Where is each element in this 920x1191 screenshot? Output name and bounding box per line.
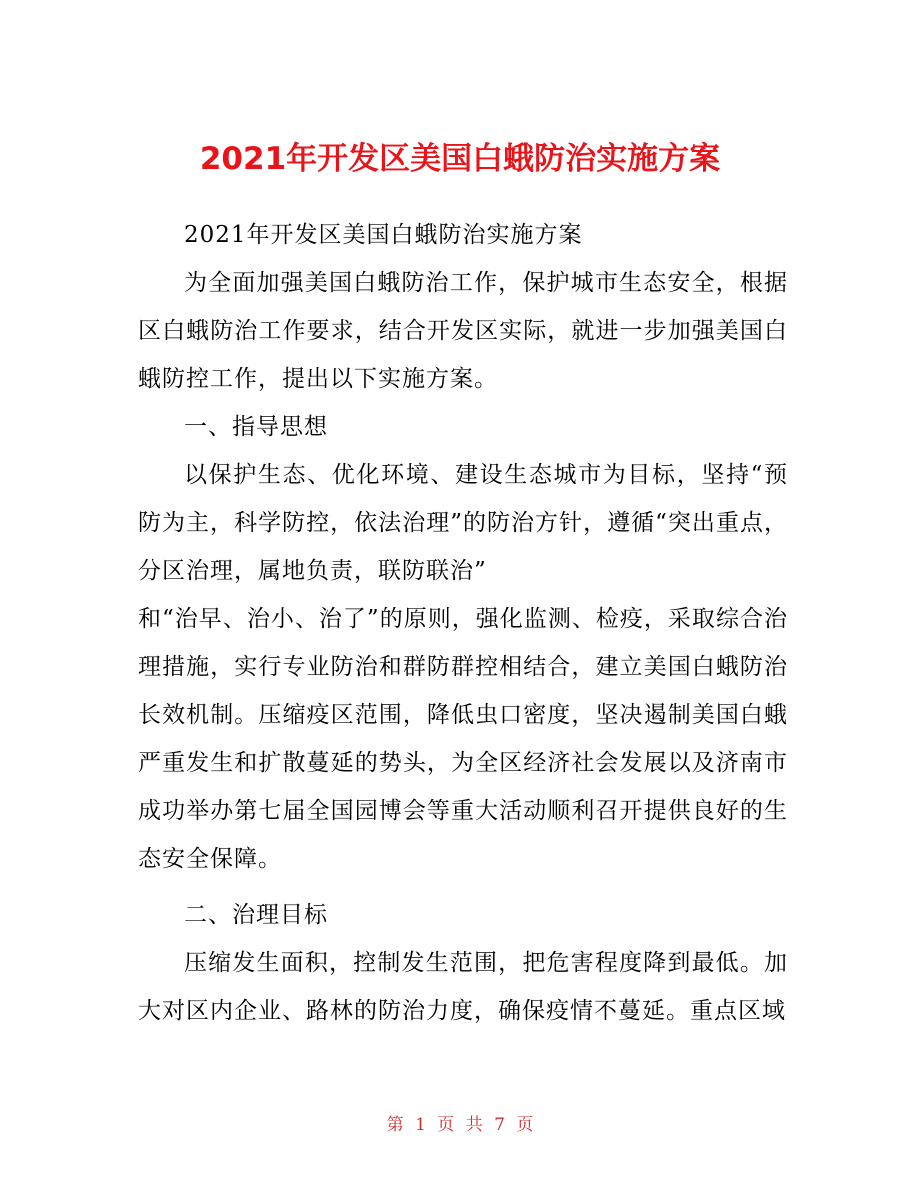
section-heading-treatment-goals: 二、治理目标 [184, 902, 328, 928]
subtitle-paragraph: 2021年开发区美国白蛾防治实施方案 [184, 222, 583, 248]
guiding-principles-continuation: 和“治早、治小、治了”的原则，强化监测、检疫，采取综合治理措施，实行专业防治和群防群控相结合，建立美国白蛾防治长效机制。压缩疫区范围，降低虫口密度，坚决遏制美国白蛾严重发生和扩散蔓延的势头，为全区经济社会发展以及济南市成功举办第七届全国园博会等重大活动顺利召开提供良好的生态安全保障。 [138, 606, 788, 872]
treatment-goals-paragraph: 压缩发生面积，控制发生范围，把危害程度降到最低。加大对区内企业、路林的防治力度，确保疫情不蔓延。重点区域 [138, 950, 788, 1024]
document-body [138, 211, 788, 1035]
section-heading-guiding-principles: 一、指导思想 [184, 414, 328, 440]
document-title: 2021年开发区美国白蛾防治实施方案 [199, 140, 721, 177]
page-number-footer: 第 1 页 共 7 页 [386, 1115, 534, 1135]
intro-paragraph: 为全面加强美国白蛾防治工作，保护城市生态安全，根据区白蛾防治工作要求，结合开发区实际，就进一步加强美国白蛾防控工作，提出以下实施方案。 [138, 270, 788, 392]
guiding-principles-paragraph: 以保护生态、优化环境、建设生态城市为目标，坚持“预防为主，科学防控，依法治理”的防治方针，遵循“突出重点，分区治理，属地负责，联防联治” [138, 462, 788, 584]
